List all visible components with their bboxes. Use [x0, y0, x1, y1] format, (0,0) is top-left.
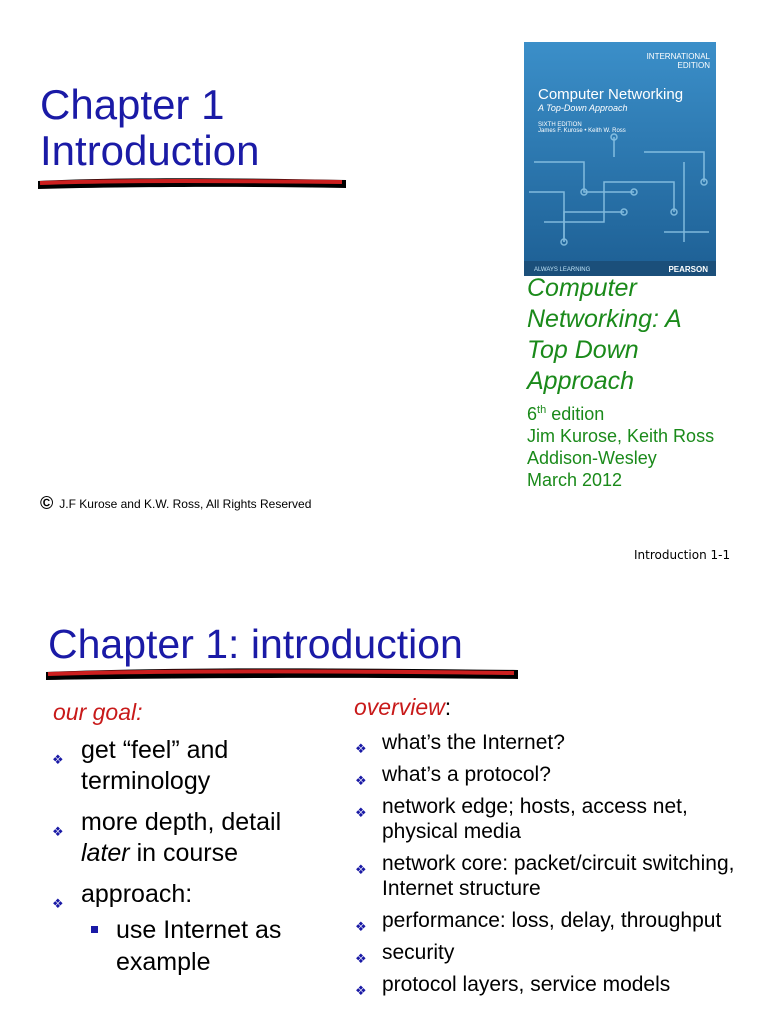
- square-bullet-icon: [91, 926, 98, 933]
- diamond-bullet-icon: ❖: [52, 752, 64, 767]
- book-date: March 2012: [527, 470, 623, 490]
- list-item: [355, 762, 765, 787]
- slide1-title-underline: [36, 175, 348, 191]
- overview-colon: :: [444, 694, 452, 720]
- goal-later-rest: in course: [129, 839, 239, 867]
- diamond-bullet-icon: ❖: [52, 896, 64, 911]
- list-item: [355, 940, 765, 965]
- book-title-line: Approach: [527, 367, 635, 395]
- slide1-title: [40, 82, 259, 174]
- cover-authors: James F. Kurose • Keith W. Ross: [538, 128, 626, 134]
- slide1-title-line1: Chapter 1: [40, 81, 225, 128]
- list-item: [52, 735, 342, 797]
- diamond-bullet-icon: ❖: [355, 741, 367, 756]
- list-item: [355, 794, 765, 844]
- cover-tagline: ALWAYS LEARNING: [534, 267, 591, 273]
- list-item: [89, 914, 342, 978]
- book-authors: Jim Kurose, Keith Ross: [527, 426, 715, 446]
- edition-word: edition: [546, 404, 605, 424]
- diamond-bullet-icon: ❖: [355, 862, 367, 877]
- cover-subtitle: A Top-Down Approach: [538, 103, 628, 113]
- copyright-notice: [40, 493, 311, 514]
- diamond-bullet-icon: ❖: [355, 951, 367, 966]
- overview-text: security: [382, 941, 455, 964]
- slide2-title: Chapter 1: introduction: [48, 621, 463, 667]
- book-title-line: Top Down: [527, 336, 639, 364]
- list-item: [355, 730, 765, 755]
- list-item: [355, 972, 765, 997]
- goal-later-word: later: [81, 839, 130, 867]
- goal-sub-text: use Internet as example: [116, 916, 282, 976]
- copyright-icon: ©: [40, 493, 54, 513]
- edition-suffix: th: [537, 404, 547, 416]
- list-item: [355, 908, 765, 933]
- diamond-bullet-icon: ❖: [355, 983, 367, 998]
- diamond-bullet-icon: ❖: [52, 824, 64, 839]
- goal-text: more depth, detail: [81, 808, 282, 836]
- book-cover-image: [524, 42, 716, 276]
- list-item: [52, 807, 342, 869]
- slide2-title-underline: [44, 664, 520, 682]
- overview-text: network core: packet/circuit switching, Internet structure: [382, 852, 735, 900]
- cover-publisher: PEARSON: [668, 265, 708, 274]
- cover-badge-line2: EDITION: [677, 61, 710, 70]
- diamond-bullet-icon: ❖: [355, 773, 367, 788]
- goal-text: get “feel” and terminology: [81, 736, 229, 795]
- cover-badge-line1: INTERNATIONAL: [646, 52, 710, 61]
- diamond-bullet-icon: ❖: [355, 805, 367, 820]
- overview-list: [355, 730, 765, 1004]
- overview-text: performance: loss, delay, throughput: [382, 909, 722, 932]
- overview-text: what’s the Internet?: [382, 731, 565, 754]
- overview-text: what’s a protocol?: [382, 763, 551, 786]
- book-publisher: Addison-Wesley: [527, 448, 657, 468]
- goal-heading: our goal:: [53, 699, 143, 725]
- list-item: [355, 851, 765, 901]
- diamond-bullet-icon: ❖: [355, 919, 367, 934]
- book-title-line: Networking: A: [527, 305, 682, 333]
- copyright-text: J.F Kurose and K.W. Ross, All Rights Reserved: [59, 496, 312, 511]
- list-item: [52, 879, 342, 978]
- book-title-line: Computer: [527, 274, 637, 302]
- goal-sublist: [89, 914, 342, 978]
- overview-text: protocol layers, service models: [382, 973, 671, 996]
- goal-list: [52, 735, 342, 988]
- book-info: [527, 273, 767, 491]
- edition-number: 6: [527, 404, 538, 424]
- cover-title: Computer Networking: [538, 86, 684, 103]
- overview-text: network edge; hosts, access net, physical media: [382, 795, 688, 843]
- overview-heading-text: overview: [354, 694, 445, 720]
- goal-text: approach:: [81, 880, 193, 908]
- overview-heading: [354, 694, 451, 721]
- cover-edition: SIXTH EDITION: [538, 122, 582, 128]
- book-edition: [527, 399, 767, 425]
- slide1-title-line2: Introduction: [40, 127, 260, 174]
- slide1-footer: Introduction 1-1: [634, 548, 731, 562]
